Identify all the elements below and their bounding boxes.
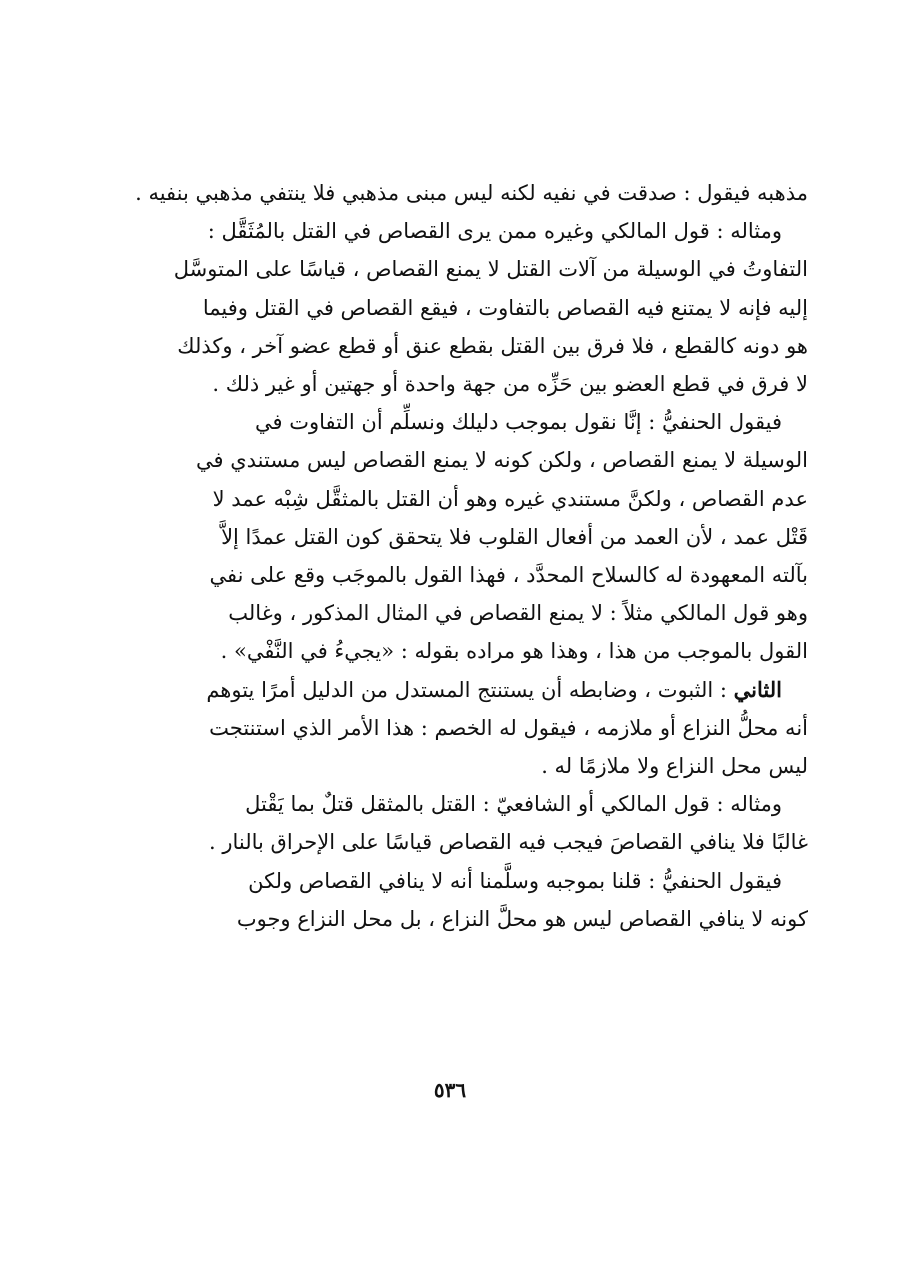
text-line-bold-prefix: الثاني : الثبوت ، وضابطه أن يستنتج المستدل من الدليل أمرًا يتوهم	[206, 676, 782, 702]
text-line: ليس محل النزاع ولا ملازمًا له .	[541, 754, 808, 779]
text-line: إليه فإنه لا يمتنع فيه القصاص بالتفاوت ، فيقع القصاص في القتل وفيما	[202, 295, 808, 320]
text-line: مذهبه فيقول : صدقت في نفيه لكنه ليس مبنى مذهبي فلا ينتفي مذهبي بنفيه .	[135, 181, 808, 205]
text-line: أنه محلُّ النزاع أو ملازمه ، فيقول له الخصم : هذا الأمر الذي استنتجت	[209, 715, 808, 740]
text-line: بآلته المعهودة له كالسلاح المحدَّد ، فهذا القول بالموجَب وقع على نفي	[209, 563, 808, 588]
text-line: كونه لا ينافي القصاص ليس هو محلَّ النزاع ، بل محل النزاع وجوب	[236, 906, 808, 931]
text-line: الوسيلة لا يمنع القصاص ، ولكن كونه لا يمنع القصاص ليس مستندي في	[195, 448, 808, 473]
text-line: لا فرق في قطع العضو بين حَزِّه من جهة واحدة أو جهتين أو غير ذلك .	[212, 372, 808, 397]
text-line: فيقول الحنفيُّ : قلنا بموجبه وسلَّمنا أنه لا ينافي القصاص ولكن	[248, 868, 782, 893]
text-line: هو دونه كالقطع ، فلا فرق بين القتل بقطع عنق أو قطع عضو آخر ، وكذلك	[177, 333, 808, 358]
page-number: ٥٣٦	[433, 1078, 467, 1102]
text-line: التفاوتُ في الوسيلة من آلات القتل لا يمنع القصاص ، قياسًا على المتوسَّل	[173, 257, 808, 282]
text-line: غالبًا فلا ينافي القصاصَ فيجب فيه القصاص قياسًا على الإحراق بالنار .	[209, 830, 808, 855]
text-line: قَتْل عمد ، لأن العمد من أفعال القلوب فلا يتحقق كون القتل عمدًا إلاَّ	[221, 524, 808, 549]
text-line: ومثاله : قول المالكي أو الشافعيّ : القتل بالمثقل قتلٌ بما يَقْتل	[245, 792, 782, 817]
text-line: فيقول الحنفيُّ : إنَّا نقول بموجب دليلك ونسلِّم أن التفاوت في	[255, 410, 782, 435]
bold-heading-word: الثاني	[733, 676, 782, 702]
text-line: القول بالموجب من هذا ، وهذا هو مراده بقوله : «يجيءُ في النَّفْي» .	[220, 639, 808, 664]
text-line: وهو قول المالكي مثلاً : لا يمنع القصاص في المثال المذكور ، وغالب	[228, 601, 808, 626]
text-line: عدم القصاص ، ولكنَّ مستندي غيره وهو أن القتل بالمثقَّل شِبْه عمد لا	[212, 486, 808, 511]
body-text	[118, 174, 808, 938]
text-line: ومثاله : قول المالكي وغيره ممن يرى القصاص في القتل بالمُثَقَّل :	[207, 219, 782, 244]
